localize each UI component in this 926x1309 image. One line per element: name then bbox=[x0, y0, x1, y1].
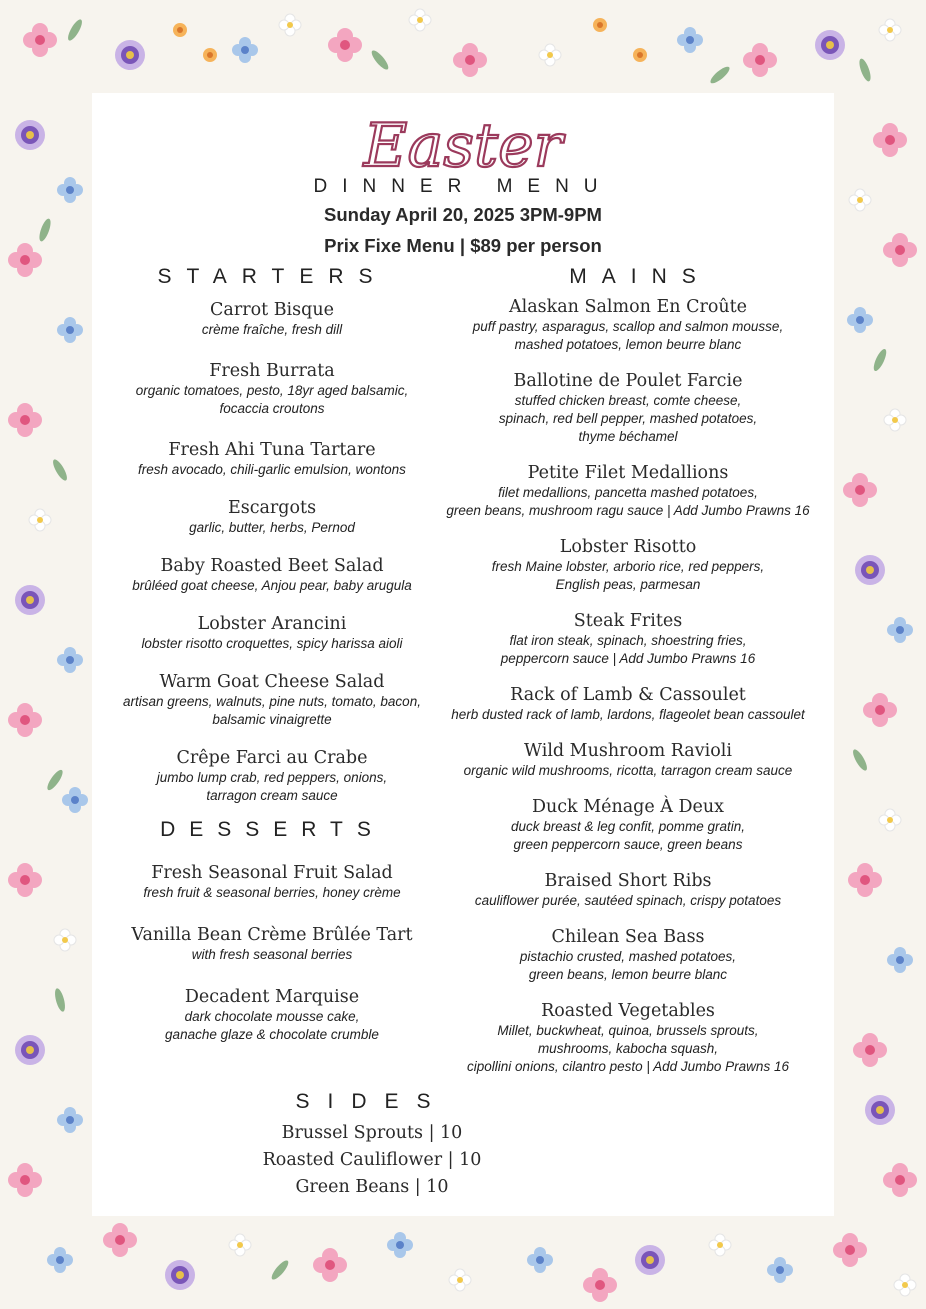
menu-item bbox=[92, 555, 452, 595]
menu-item bbox=[92, 671, 452, 729]
menu-item bbox=[428, 1000, 828, 1076]
item-description: pistachio crusted, mashed potatoes, green beans, lemon beurre blanc bbox=[519, 949, 737, 982]
menu-item bbox=[92, 613, 452, 653]
menu-item bbox=[428, 684, 828, 724]
item-name: Wild Mushroom Ravioli bbox=[524, 741, 732, 761]
item-name: Decadent Marquise bbox=[184, 987, 360, 1007]
item-description: crème fraîche, fresh dill bbox=[201, 322, 343, 337]
event-date: Sunday April 20, 2025 3PM-9PM bbox=[324, 204, 602, 225]
item-name: Carrot Bisque bbox=[210, 300, 334, 320]
item-description: garlic, butter, herbs, Pernod bbox=[189, 520, 355, 535]
menu-item bbox=[92, 497, 452, 537]
item-name: Escargots bbox=[227, 498, 317, 518]
menu-item bbox=[428, 370, 828, 446]
menu-item bbox=[92, 924, 452, 964]
item-name: Ballotine de Poulet Farcie bbox=[513, 371, 743, 391]
starters-list bbox=[92, 299, 452, 805]
menu-item bbox=[428, 740, 828, 780]
item-name: Roasted Vegetables bbox=[541, 1001, 715, 1021]
item-description: flat iron steak, spinach, shoestring fries, peppercorn sauce | Add Jumbo Prawns 16 bbox=[500, 633, 756, 666]
menu-item bbox=[92, 862, 452, 902]
item-description: lobster risotto croquettes, spicy harissa aioli bbox=[141, 636, 403, 651]
item-description: stuffed chicken breast, comte cheese, spinach, red bell pepper, mashed potatoes, thyme béchamel bbox=[498, 393, 758, 444]
menu-item bbox=[428, 870, 828, 910]
mains-heading: MAINS bbox=[569, 265, 711, 288]
item-description: cauliflower purée, sautéed spinach, crispy potatoes bbox=[474, 893, 782, 908]
menu-item bbox=[428, 796, 828, 854]
desserts-list bbox=[92, 862, 452, 1044]
menu-item bbox=[428, 926, 828, 984]
item-name: Fresh Burrata bbox=[209, 361, 335, 381]
menu-item bbox=[428, 536, 828, 594]
item-description: filet medallions, pancetta mashed potatoes, green beans, mushroom ragu sauce | Add Jumbo Prawns 16 bbox=[446, 485, 810, 518]
item-name: Braised Short Ribs bbox=[544, 871, 712, 891]
item-name: Warm Goat Cheese Salad bbox=[159, 672, 385, 692]
item-description: duck breast & leg confit, pomme gratin, green peppercorn sauce, green beans bbox=[510, 819, 746, 852]
item-name: Lobster Arancini bbox=[197, 614, 347, 634]
menu-item bbox=[92, 747, 452, 805]
starters-heading: STARTERS bbox=[157, 265, 388, 288]
item-description: fresh avocado, chili-garlic emulsion, wontons bbox=[138, 462, 406, 477]
mains-list bbox=[428, 296, 828, 1076]
item-name: Duck Ménage À Deux bbox=[531, 797, 725, 817]
side-item: Green Beans | 10 bbox=[295, 1177, 449, 1197]
item-description: fresh Maine lobster, arborio rice, red peppers, English peas, parmesan bbox=[491, 559, 765, 592]
item-description: artisan greens, walnuts, pine nuts, tomato, bacon, balsamic vinaigrette bbox=[123, 694, 421, 727]
menu-item bbox=[92, 299, 452, 339]
item-description: herb dusted rack of lamb, lardons, flageolet bean cassoulet bbox=[451, 707, 805, 722]
prix-fixe-price: Prix Fixe Menu | $89 per person bbox=[324, 235, 602, 256]
side-item: Roasted Cauliflower | 10 bbox=[262, 1150, 482, 1170]
item-description: fresh fruit & seasonal berries, honey crème bbox=[143, 885, 401, 900]
item-name: Fresh Ahi Tuna Tartare bbox=[168, 440, 376, 460]
item-name: Baby Roasted Beet Salad bbox=[160, 556, 384, 576]
item-name: Steak Frites bbox=[573, 611, 683, 631]
item-name: Vanilla Bean Crème Brûlée Tart bbox=[131, 925, 413, 945]
menu-item bbox=[428, 610, 828, 668]
side-item: Brussel Sprouts | 10 bbox=[281, 1123, 463, 1143]
item-description: with fresh seasonal berries bbox=[191, 947, 353, 962]
item-description: organic wild mushrooms, ricotta, tarragon cream sauce bbox=[463, 763, 793, 778]
menu-item bbox=[428, 296, 828, 354]
item-name: Lobster Risotto bbox=[559, 537, 697, 557]
item-description: organic tomatoes, pesto, 18yr aged balsamic, focaccia croutons bbox=[135, 383, 409, 416]
title-text: Easter bbox=[363, 111, 563, 181]
item-description: jumbo lump crab, red peppers, onions, tarragon cream sauce bbox=[156, 770, 388, 803]
item-name: Alaskan Salmon En Croûte bbox=[508, 297, 748, 317]
menu-item bbox=[92, 439, 452, 479]
item-description: dark chocolate mousse cake, ganache glaze & chocolate crumble bbox=[165, 1009, 379, 1042]
item-name: Fresh Seasonal Fruit Salad bbox=[151, 863, 393, 883]
easter-title bbox=[92, 92, 834, 184]
item-name: Chilean Sea Bass bbox=[551, 927, 705, 947]
sides-heading: SIDES bbox=[295, 1090, 449, 1113]
item-description: Millet, buckwheat, quinoa, brussels sprouts, mushrooms, kabocha squash, cipollini onions, cilantro pesto | Add Jumbo Prawns 16 bbox=[467, 1023, 789, 1074]
menu-item bbox=[92, 986, 452, 1044]
item-name: Petite Filet Medallions bbox=[527, 463, 729, 483]
item-description: brûléed goat cheese, Anjou pear, baby arugula bbox=[132, 578, 412, 593]
item-description: puff pastry, asparagus, scallop and salmon mousse, mashed potatoes, lemon beurre blanc bbox=[472, 319, 784, 352]
item-name: Rack of Lamb & Cassoulet bbox=[510, 685, 746, 705]
sides-list bbox=[92, 1120, 652, 1201]
item-name: Crêpe Farci au Crabe bbox=[176, 748, 368, 768]
desserts-heading: DESSERTS bbox=[160, 818, 385, 841]
menu-item bbox=[92, 360, 452, 418]
menu-subtitle: DINNER MENU bbox=[313, 176, 613, 197]
menu-item bbox=[428, 462, 828, 520]
